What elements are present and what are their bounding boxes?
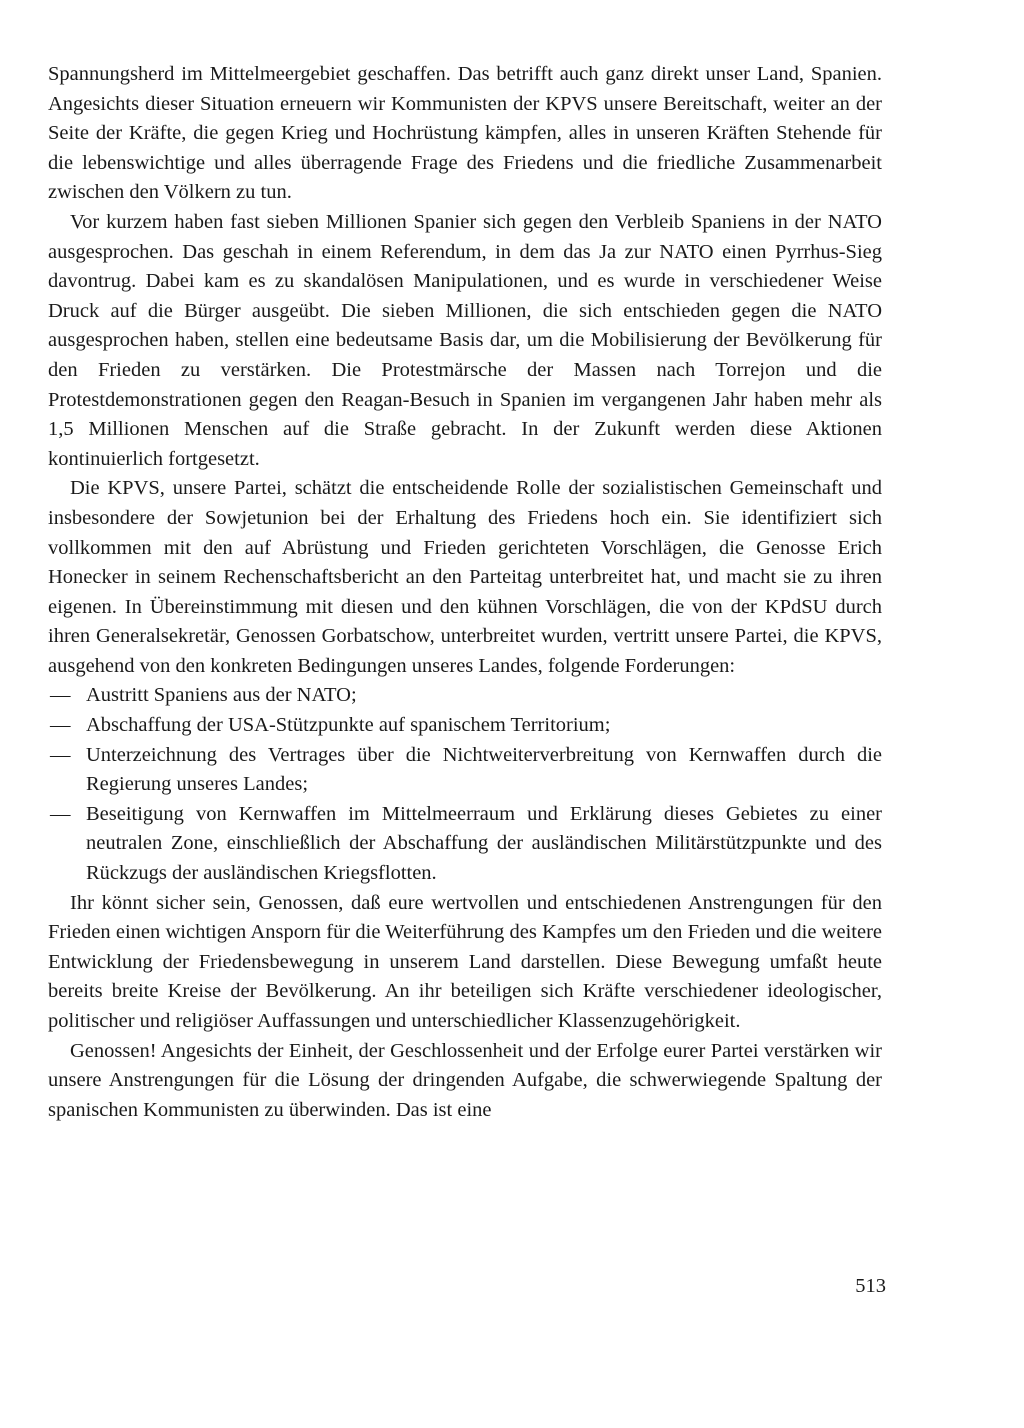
list-item xyxy=(48,741,882,800)
page-number: 513 xyxy=(855,1275,886,1297)
dash-bullet: — xyxy=(50,714,71,737)
list-item-text: Unterzeichnung des Vertrages über die Nichtweiterverbreitung von Kernwaffen durch die Regierung unseres Landes; xyxy=(86,743,882,796)
body-text xyxy=(48,60,882,1125)
paragraph-comrades: Genossen! Angesichts der Einheit, der Geschlossenheit und der Erfolge eurer Partei verstärken wir unsere Anstrengungen für die Lösung der dringenden Aufgabe, die schwerwiegende Spaltung der spanischen Kommunisten zu überwinden. Das ist eine xyxy=(48,1039,882,1121)
list-item xyxy=(48,711,882,741)
list-item-text: Abschaffung der USA-Stützpunkte auf spanischem Territorium; xyxy=(86,714,611,737)
demands-list xyxy=(48,681,882,888)
list-item-text: Beseitigung von Kernwaffen im Mittelmeerraum und Erklärung dieses Gebietes zu einer neutralen Zone, einschließlich der Abschaffung der ausländischen Militärstützpunkte und des Rückzugs der ausländischen Kriegsflotten. xyxy=(86,802,882,885)
dash-bullet: — xyxy=(50,743,71,766)
paragraph-peace-movement: Ihr könnt sicher sein, Genossen, daß eure wertvollen und entschiedenen Anstrengungen für den Frieden einen wichtigen Ansporn für die Weiterführung des Kampfes um den Frieden und die weitere Entwicklung der Friedensbewegung in unserem Land darstellen. Diese Bewegung umfaßt heute bereits breite Kreise der Bevölkerung. An ihr beteiligen sich Kräfte verschiedener ideologischer, politischer und religiöser Auffassungen und unterschiedlicher Klassenzugehörigkeit. xyxy=(48,891,882,1032)
dash-bullet: — xyxy=(50,684,71,707)
paragraph-continuation: Spannungsherd im Mittelmeergebiet geschaffen. Das betrifft auch ganz direkt unser Land, Spanien. Angesichts dieser Situation erneuern wir Kommunisten der KPVS unsere Bereitschaft, weiter an der Seite der Kräfte, die gegen Krieg und Hochrüstung kämpfen, alles in unseren Kräften Stehende für die lebenswichtige und alles überragende Frage des Friedens und die friedliche Zusammenarbeit zwischen den Völkern zu tun. xyxy=(48,63,882,204)
paragraph-party-position: Die KPVS, unsere Partei, schätzt die entscheidende Rolle der sozialistischen Gemeinschaft und insbesondere der Sowjetunion bei der Erhaltung des Friedens hoch ein. Sie identifiziert sich vollkommen mit den auf Abrüstung und Frieden gerichteten Vorschlägen, die Genosse Erich Honecker in seinem Rechenschaftsbericht an den Parteitag unterbreitet hat, und macht sie zu ihren eigenen. In Übereinstimmung mit diesen und den kühnen Vorschlägen, die von der KPdSU durch ihren Generalsekretär, Genossen Gorbatschow, unterbreitet wurden, vertritt unsere Partei, die KPVS, ausgehend von den konkreten Bedingungen unseres Landes, folgende Forderungen: xyxy=(48,477,882,677)
list-item xyxy=(48,800,882,889)
list-item xyxy=(48,681,882,711)
dash-bullet: — xyxy=(50,802,71,825)
paragraph-nato-referendum: Vor kurzem haben fast sieben Millionen Spanier sich gegen den Verbleib Spaniens in der NATO ausgesprochen. Das geschah in einem Referendum, in dem das Ja zur NATO einen Pyrrhus-Sieg davontrug. Dabei kam es zu skandalösen Manipulationen, und es wurde in verschiedener Weise Druck auf die Bürger ausgeübt. Die sieben Millionen, die sich entschieden gegen die NATO ausgesprochen haben, stellen eine bedeutsame Basis dar, um die Mobilisierung der Bevölkerung für den Frieden zu verstärken. Die Protestmärsche der Massen nach Torrejon und die Protestdemonstrationen gegen den Reagan-Besuch in Spanien im vergangenen Jahr haben mehr als 1,5 Millionen Menschen auf die Straße gebracht. In der Zukunft werden diese Aktionen kontinuierlich fortgesetzt. xyxy=(48,210,882,470)
list-item-text: Austritt Spaniens aus der NATO; xyxy=(86,684,357,707)
